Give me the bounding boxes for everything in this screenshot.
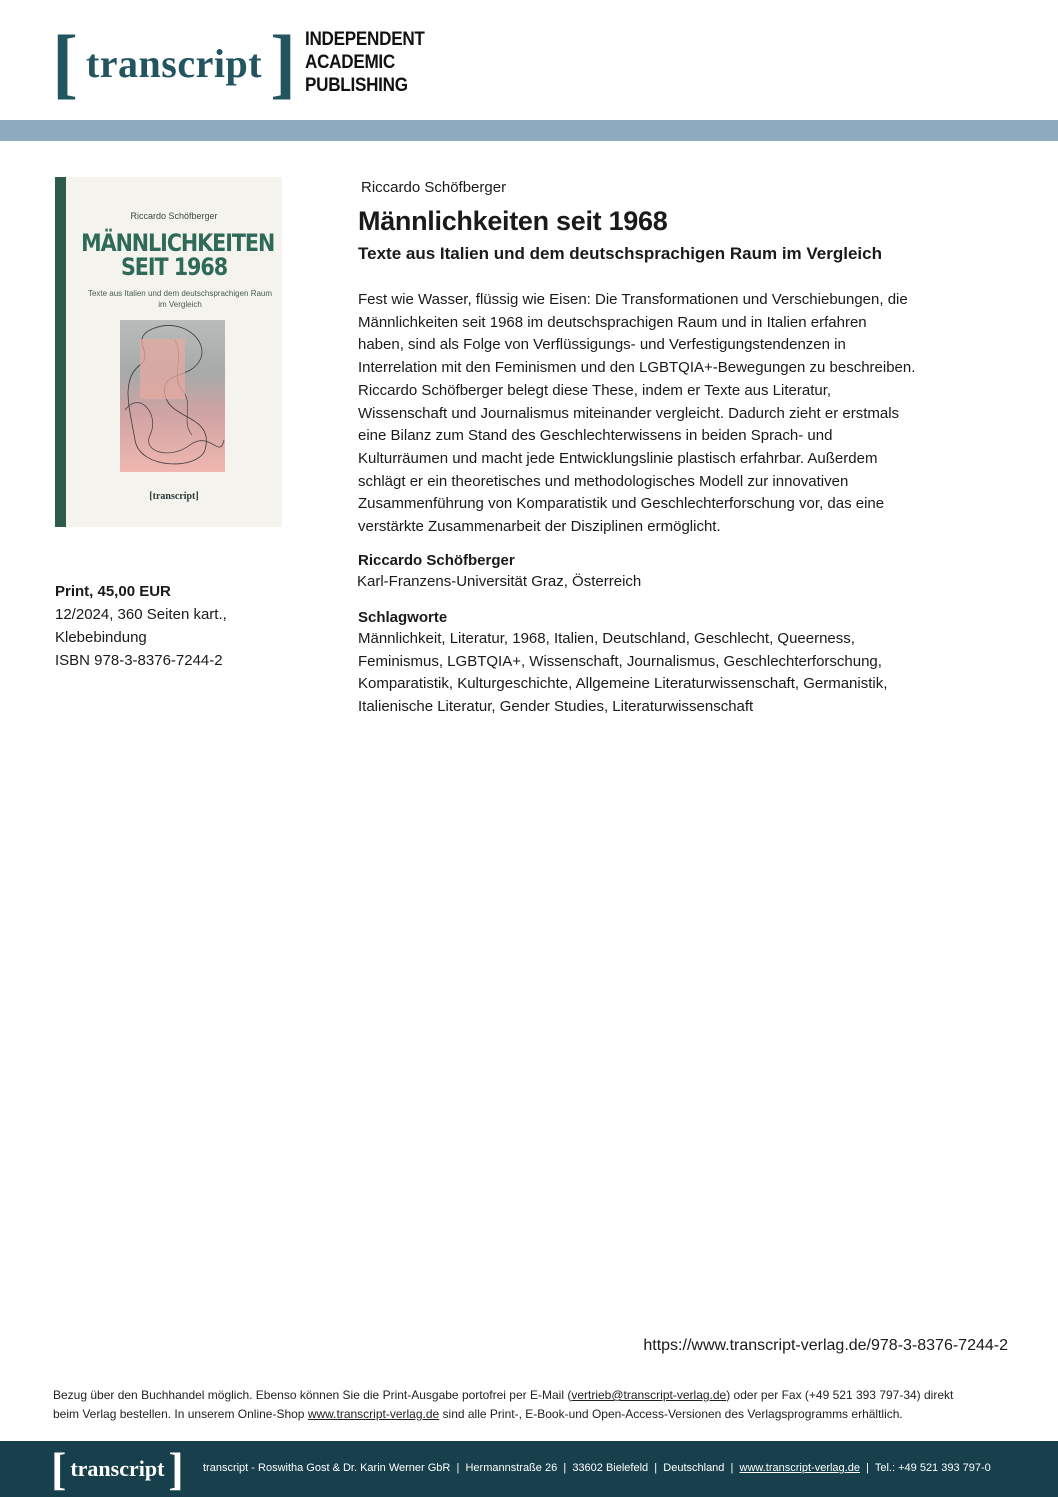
description-line: Wissenschaft und Journalismus miteinander vergleicht. Dadurch zieht er erstmals bbox=[358, 404, 900, 422]
ordering-text: ) oder per Fax (+49 521 393 797-34) direkt bbox=[726, 1388, 954, 1402]
footer-logo-bracket-open: [ bbox=[51, 1443, 67, 1494]
keywords-heading: Schlagworte bbox=[358, 609, 448, 627]
description-line: Fest wie Wasser, flüssig wie Eisen: Die Transformationen und Verschiebungen, die bbox=[358, 291, 908, 308]
cover-spine bbox=[55, 177, 66, 527]
description-line: schlägt er ein theoretisches und methodologisches Modell zur innovativen bbox=[358, 472, 849, 490]
binding: Klebebindung bbox=[55, 629, 147, 646]
keywords-line: Italienische Literatur, Gender Studies, Literaturwissenschaft bbox=[358, 697, 754, 715]
footer-separator: | bbox=[563, 1462, 567, 1474]
cover-author: Riccardo Schöfberger bbox=[130, 211, 218, 221]
description-line: haben, sind als Folge von Verflüssigungs- und Verfestigungstendenzen in bbox=[358, 336, 846, 354]
cover-subtitle-line: im Vergleich bbox=[158, 300, 202, 309]
description-line: Kulturräumen und macht jede Entwicklungslinie plastisch erfahrbar. Außerdem bbox=[358, 449, 878, 467]
description-line: Männlichkeiten seit 1968 im deutschsprachigen Raum und in Italien erfahren bbox=[358, 313, 867, 331]
publication-details: 12/2024, 360 Seiten kart., bbox=[55, 606, 227, 623]
ordering-text: Bezug über den Buchhandel möglich. Ebenso können Sie die Print-Ausgabe portofrei per E-Mail ( bbox=[53, 1388, 572, 1402]
cover-subtitle bbox=[85, 288, 275, 310]
book-author: Riccardo Schöfberger bbox=[361, 179, 507, 196]
footer-city: 33602 Bielefeld bbox=[572, 1462, 649, 1474]
footer-separator: | bbox=[654, 1462, 658, 1474]
transcript-logo[interactable] bbox=[52, 19, 297, 106]
footer-country: Deutschland bbox=[663, 1462, 725, 1474]
logo-word: transcript bbox=[85, 40, 263, 86]
logo-bracket-open: [ bbox=[52, 19, 78, 106]
footer-logo[interactable] bbox=[51, 1443, 184, 1494]
keywords-line: Komparatistik, Kulturgeschichte, Allgemeine Literaturwissenschaft, Germanistik, bbox=[358, 675, 888, 693]
author-heading: Riccardo Schöfberger bbox=[358, 551, 515, 569]
description-line: Riccardo Schöfberger belegt diese These, indem er Texte aus Literatur, bbox=[358, 381, 832, 399]
footer-contact-line bbox=[203, 1462, 991, 1474]
isbn: ISBN 978-3-8376-7244-2 bbox=[55, 652, 223, 669]
description-line: eine Bilanz zum Stand des Geschlechterwissens in beiden Sprach- und bbox=[358, 427, 833, 445]
logo-bracket-close: ] bbox=[270, 19, 297, 106]
cover-subtitle-line: Texte aus Italien und dem deutschsprachigen Raum bbox=[87, 289, 273, 298]
ordering-text: beim Verlag bestellen. In unserem Online-Shop bbox=[53, 1407, 308, 1421]
footer-logo-bracket-close: ] bbox=[168, 1443, 184, 1494]
keywords-line: Männlichkeit, Literatur, 1968, Italien, Deutschland, Geschlecht, Queerness, bbox=[358, 630, 855, 648]
footer-separator: | bbox=[456, 1462, 460, 1474]
product-url-link[interactable]: https://www.transcript-verlag.de/978-3-8376-7244-2 bbox=[643, 1337, 1008, 1354]
footer-website-link[interactable]: www.transcript-verlag.de bbox=[739, 1462, 860, 1474]
tagline-line: PUBLISHING bbox=[305, 75, 408, 96]
book-subtitle: Texte aus Italien und dem deutschsprachigen Raum im Vergleich bbox=[358, 244, 882, 263]
header-band bbox=[0, 120, 1058, 141]
footer-separator: | bbox=[730, 1462, 734, 1474]
keywords-line: Feminismus, LGBTQIA+, Wissenschaft, Journalismus, Geschlechterforschung, bbox=[358, 652, 882, 670]
cover-publisher-logo: [transcript] bbox=[149, 491, 199, 502]
cover-title-line: SEIT 1968 bbox=[120, 253, 228, 281]
description-line: Interrelation mit den Feminismen und den LGBTQIA+-Bewegungen zu beschreiben. bbox=[358, 359, 916, 377]
product-meta bbox=[55, 580, 315, 672]
ordering-info bbox=[53, 1386, 1013, 1424]
cover-title bbox=[81, 229, 275, 281]
keywords bbox=[358, 628, 968, 718]
tagline-line: INDEPENDENT bbox=[305, 29, 425, 50]
footer-street: Hermannstraße 26 bbox=[465, 1462, 558, 1474]
author-affiliation: Karl-Franzens-Universität Graz, Österreich bbox=[357, 572, 642, 590]
description-line: Zusammenführung von Komparatistik und Geschlechterforschung vor, das eine bbox=[358, 495, 885, 513]
publisher-tagline bbox=[305, 28, 449, 97]
footer-phone: Tel.: +49 521 393 797-0 bbox=[874, 1462, 991, 1474]
book-title: Männlichkeiten seit 1968 bbox=[358, 206, 668, 236]
footer-company: transcript - Roswitha Gost & Dr. Karin Werner GbR bbox=[203, 1462, 451, 1474]
cover-title-line: MÄNNLICHKEITEN bbox=[81, 229, 275, 257]
footer-logo-word: transcript bbox=[70, 1456, 165, 1481]
cover-artwork-highlight bbox=[140, 339, 185, 399]
book-cover-image bbox=[55, 177, 282, 527]
book-description bbox=[358, 289, 968, 539]
sales-email-link[interactable]: vertrieb@transcript-verlag.de bbox=[571, 1388, 727, 1402]
footer-bar bbox=[0, 1441, 1058, 1497]
description-line: verstärkte Zusammenarbeit der Disziplinen ermöglicht. bbox=[358, 518, 721, 536]
online-shop-link[interactable]: www.transcript-verlag.de bbox=[307, 1407, 440, 1421]
footer-separator: | bbox=[866, 1462, 869, 1474]
tagline-line: ACADEMIC bbox=[305, 52, 395, 73]
price: Print, 45,00 EUR bbox=[55, 583, 171, 600]
book-info bbox=[358, 178, 968, 718]
ordering-text: sind alle Print-, E-Book-und Open-Access-Versionen des Verlagsprogramms erhältlich. bbox=[439, 1407, 903, 1421]
